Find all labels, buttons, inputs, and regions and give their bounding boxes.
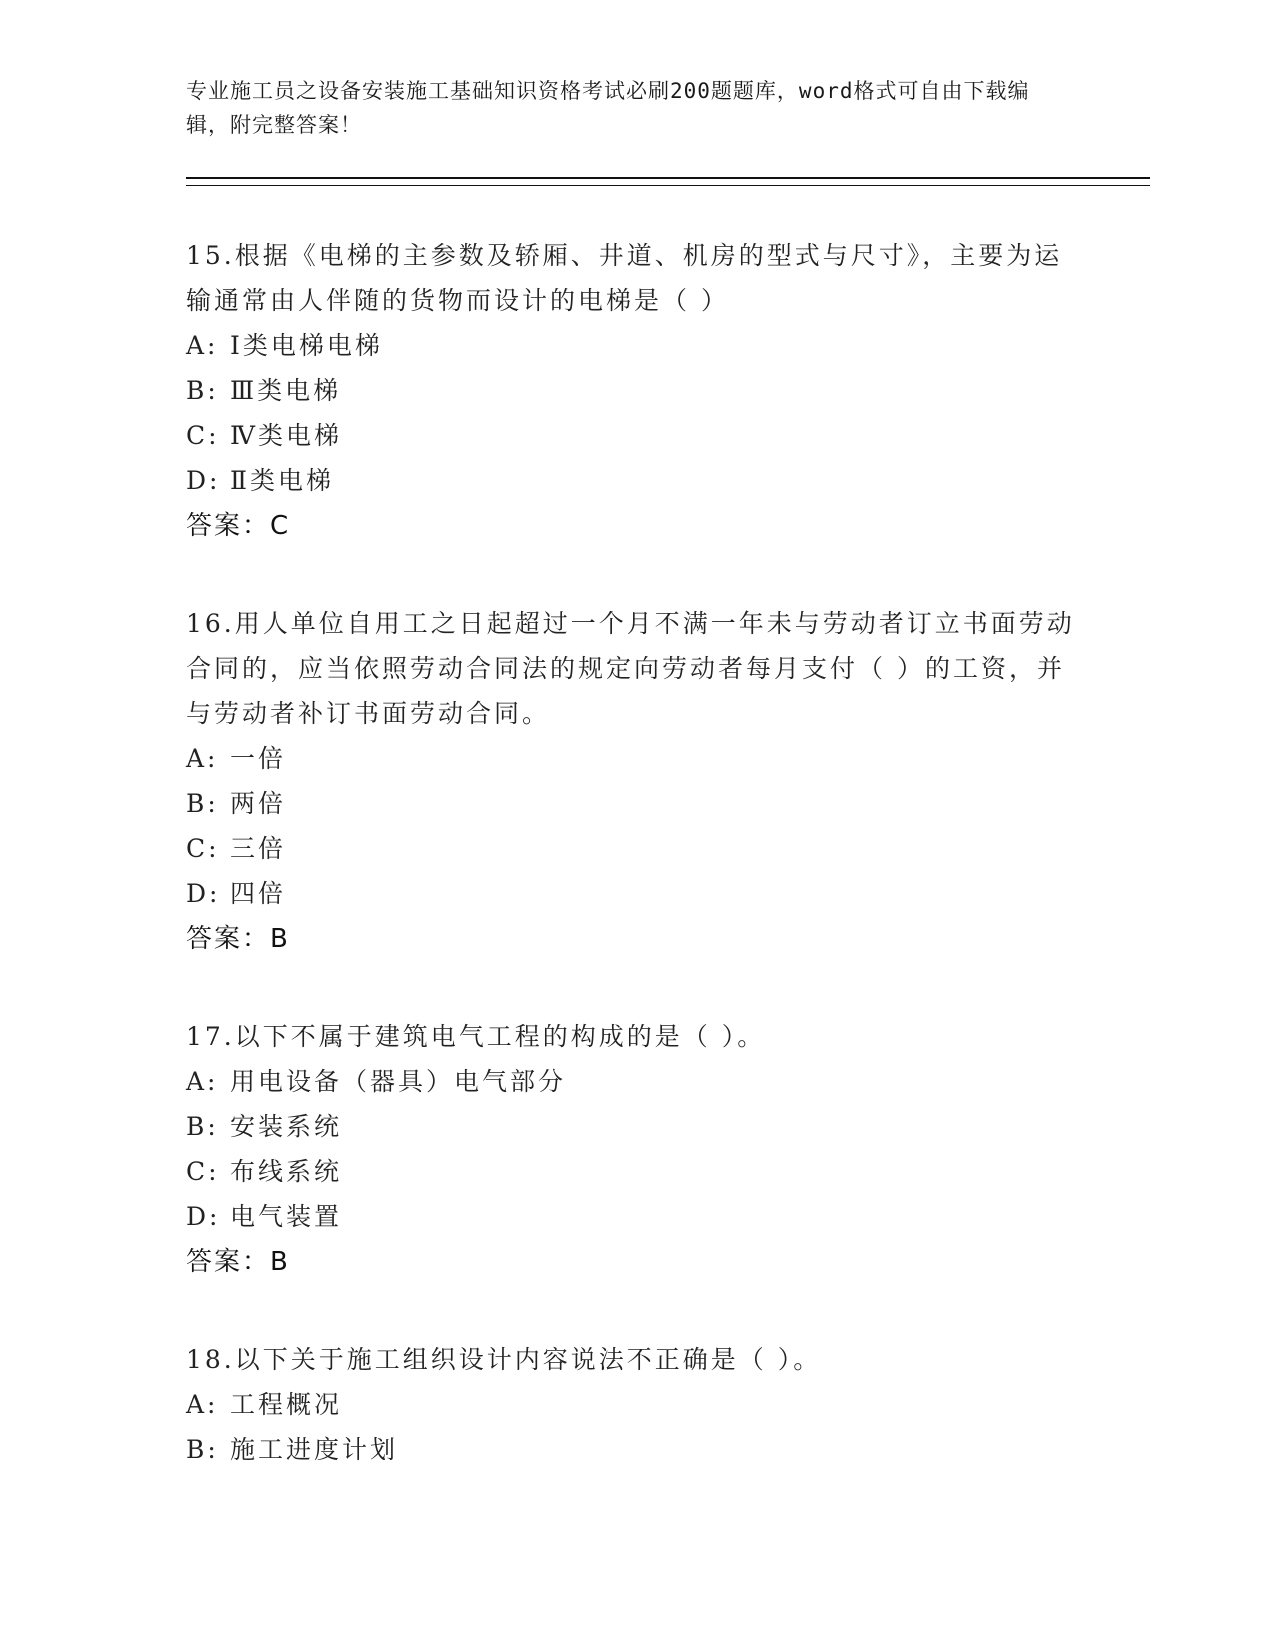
option-letter: A: [186,331,219,360]
question-stem: 18.以下关于施工组织设计内容说法不正确是（ ）。 [186,1345,822,1374]
option-letter: C: [186,421,220,450]
answer-line: 答案：C [186,511,291,541]
option-letter: B: [186,1112,219,1141]
option-text: 安装系统 [230,1112,343,1141]
option-text: 一倍 [230,744,287,773]
option-letter: A: [186,1390,219,1419]
option-text: 两倍 [230,789,287,818]
option-a [186,1382,1086,1427]
option-d [186,871,1086,916]
option-d [186,458,1086,503]
option-text: Ⅳ类电梯 [230,421,342,450]
option-b [186,1427,1086,1472]
option-text: Ⅰ类电梯电梯 [230,331,383,360]
option-text: Ⅱ类电梯 [230,466,334,495]
question-list [186,233,1086,1524]
option-letter: D: [186,1202,221,1231]
option-c [186,1149,1086,1194]
answer-line: 答案：B [186,1247,290,1277]
option-a [186,1059,1086,1104]
option-letter: C: [186,1157,220,1186]
header-divider [186,177,1150,186]
question-stem: 16.用人单位自用工之日起超过一个月不满一年未与劳动者订立书面劳动合同的，应当依照劳动合同法的规定向劳动者每月支付（ ）的工资，并与劳动者补订书面劳动合同。 [186,609,1075,728]
option-b [186,781,1086,826]
option-letter: A: [186,1067,219,1096]
question-stem: 17.以下不属于建筑电气工程的构成的是（ ）。 [186,1022,766,1051]
question-16 [186,601,1086,962]
option-a [186,736,1086,781]
option-letter: D: [186,879,221,908]
option-letter: D: [186,466,221,495]
option-text: 四倍 [230,879,287,908]
option-text: 用电设备（器具）电气部分 [230,1067,567,1096]
question-17 [186,1014,1086,1285]
question-15 [186,233,1086,549]
option-c [186,413,1086,458]
option-a [186,323,1086,368]
option-text: 施工进度计划 [230,1435,399,1464]
option-text: 电气装置 [230,1202,343,1231]
option-letter: B: [186,1435,219,1464]
option-text: Ⅲ类电梯 [230,376,342,405]
option-letter: A: [186,744,219,773]
option-c [186,826,1086,871]
option-text: 工程概况 [230,1390,343,1419]
option-d [186,1194,1086,1239]
answer-line: 答案：B [186,924,290,954]
option-b [186,368,1086,413]
document-header: 专业施工员之设备安装施工基础知识资格考试必刷200题题库，word格式可自由下载编辑，附完整答案！ [186,79,1030,137]
option-letter: B: [186,376,219,405]
option-text: 布线系统 [230,1157,343,1186]
option-text: 三倍 [230,834,287,863]
option-letter: B: [186,789,219,818]
option-b [186,1104,1086,1149]
question-18 [186,1337,1086,1472]
question-stem: 15.根据《电梯的主参数及轿厢、井道、机房的型式与尺寸》，主要为运输通常由人伴随的货物而设计的电梯是（ ） [186,241,1063,315]
option-letter: C: [186,834,220,863]
